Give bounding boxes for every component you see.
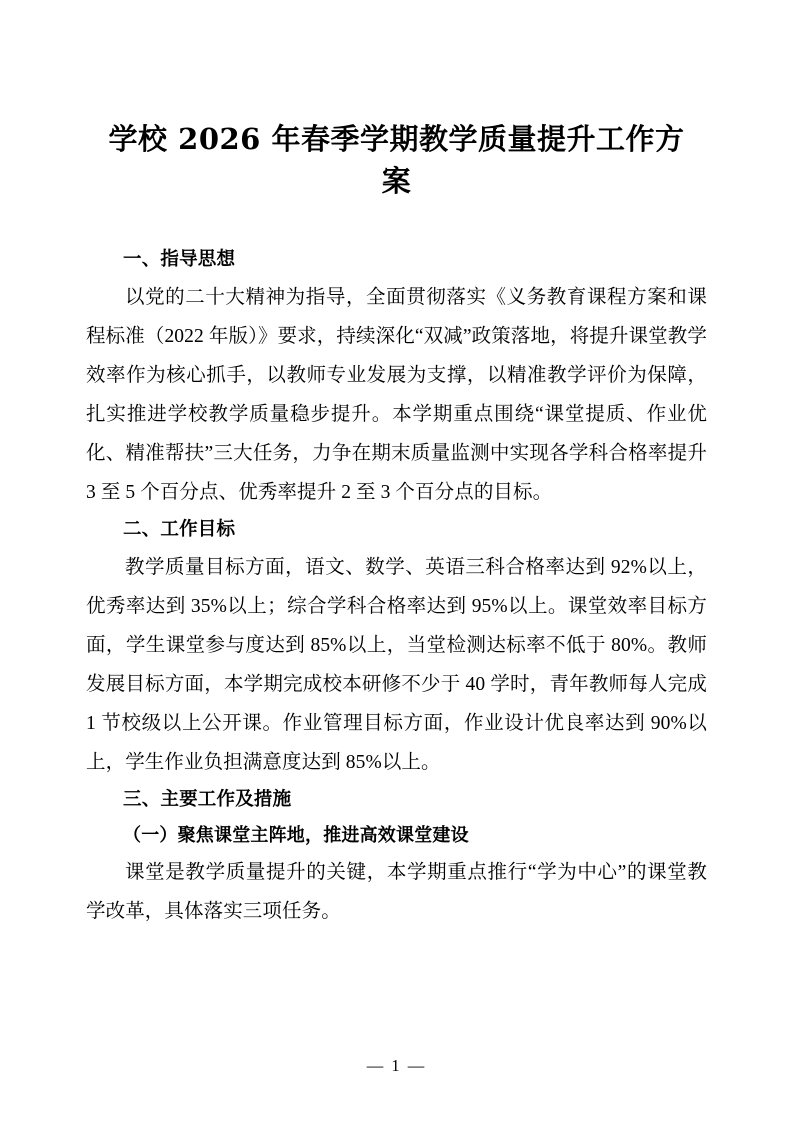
page-title: 学校 2026 年春季学期教学质量提升工作方案: [108, 122, 685, 199]
section-paragraph-2: 教学质量目标方面，语文、数学、英语三科合格率达到 92%以上，优秀率达到 35%以上；综合学科合格率达到 95%以上。课堂效率目标方面，学生课堂参与度达到 85%以上，当堂检测达标率不低于 80%。教师发展目标方面，本学期完成校本研修不少于 40 学时，青年教师每人完成 1 节校级以上公开课。作业管理目标方面，作业设计优良率达到 90%以上，学生作业负担满意度达到 85%以上。: [86, 557, 707, 774]
section-heading-3: 三、主要工作及措施: [123, 789, 292, 811]
page-number-footer: — 1 —: [366, 1056, 427, 1075]
section-heading-2: 二、工作目标: [123, 519, 236, 541]
section-heading-1: 一、指导思想: [123, 249, 236, 271]
document-body: [86, 242, 707, 931]
section-paragraph-3: 课堂是教学质量提升的关键，本学期重点推行“学为中心”的课堂教学改革，具体落实三项任务。: [86, 862, 707, 923]
section-paragraph-1: 以党的二十大精神为指导，全面贯彻落实《义务教育课程方案和课程标准（2022 年版）》要求，持续深化“双减”政策落地，将提升课堂教学效率作为核心抓手，以教师专业发展为支撑，以精准教学评价为保障，扎实推进学校教学质量稳步提升。本学期重点围绕“课堂提质、作业优化、精准帮扶”三大任务，力争在期末质量监测中实现各学科合格率提升 3 至 5 个百分点、优秀率提升 2 至 3 个百分点的目标。: [86, 287, 707, 504]
section-subheading-1: （一）聚焦课堂主阵地，推进高效课堂建设: [123, 825, 469, 847]
